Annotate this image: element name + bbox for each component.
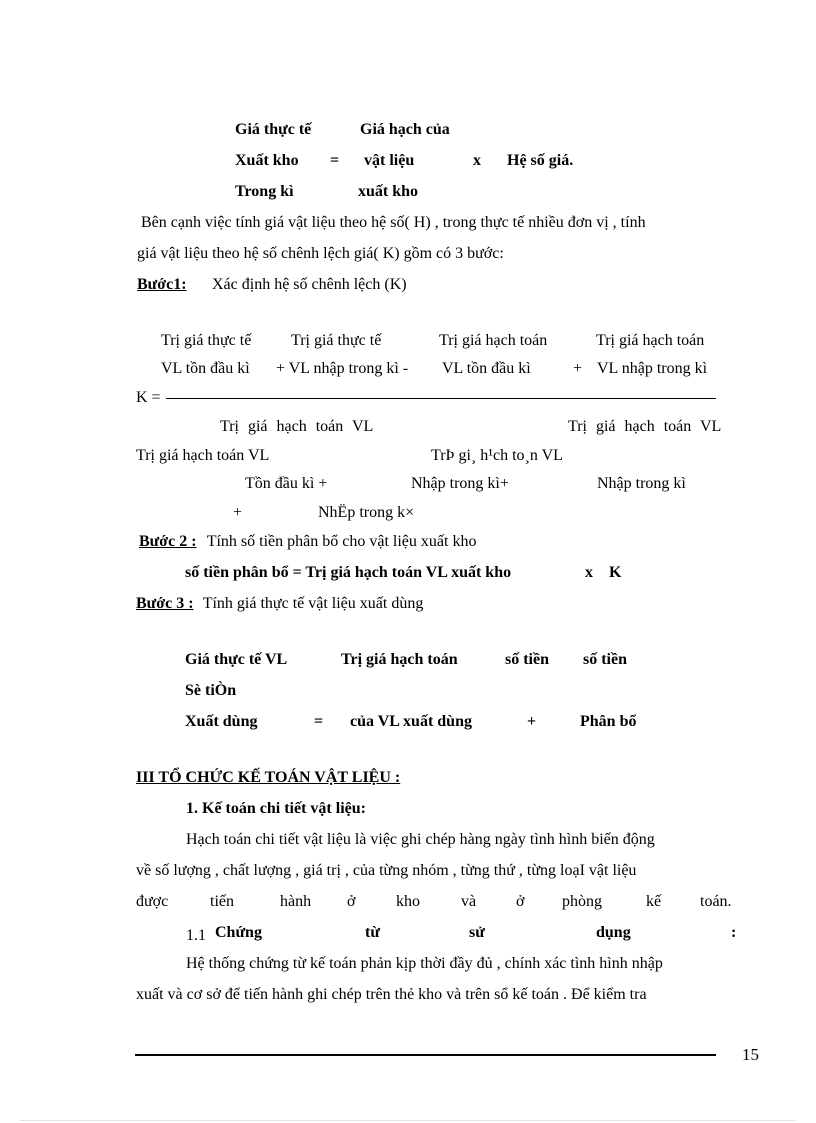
justified-word: phòng xyxy=(562,893,602,910)
k-denominator-term: Tồn đầu kì + xyxy=(245,475,328,492)
paragraph-line: giá vật liệu theo hệ số chênh lệch giá( K) gồm có 3 bước: xyxy=(137,245,504,262)
k-numerator-term: Trị giá thực tế xyxy=(291,332,382,349)
k-label: K = xyxy=(136,389,161,406)
formula1-label: Xuất kho xyxy=(235,152,299,169)
k-operator: + xyxy=(233,504,243,521)
subsection-word: từ xyxy=(365,924,380,941)
formula1-label: Giá hạch của xyxy=(360,121,450,138)
justified-word: ở xyxy=(516,893,525,910)
justified-word: kế xyxy=(646,893,662,910)
k-operator: + xyxy=(573,360,583,377)
subsection-word: : xyxy=(731,924,737,941)
justified-word: kho xyxy=(396,893,420,910)
formula1-label: vật liệu xyxy=(364,152,415,169)
subsection-word: dụng xyxy=(596,924,631,941)
k-denominator-term: Trị giá hạch toán VL xyxy=(220,418,374,435)
k-numerator-term: VL tồn đầu kì xyxy=(161,360,250,377)
justified-word: ở xyxy=(347,893,356,910)
formula3-operator: = xyxy=(314,713,324,730)
step2-formula: số tiền phân bổ = Trị giá hạch toán VL xuất kho xyxy=(185,564,512,581)
justified-word: được xyxy=(136,893,169,910)
formula3-label: Sè tiÒn xyxy=(185,682,237,699)
subsection-word: Chứng xyxy=(215,924,262,941)
formula1-operator: = xyxy=(330,152,340,169)
page-edge-dotted-line xyxy=(20,1120,796,1121)
k-numerator-term: VL nhập trong kì xyxy=(597,360,708,377)
k-numerator-term: + VL nhập trong kì - xyxy=(276,360,409,377)
step1-label: Bước1: xyxy=(137,276,187,293)
k-denominator-term: Trị giá hạch toán VL xyxy=(568,418,722,435)
formula3-label: số tiền xyxy=(505,651,549,668)
k-numerator-term: Trị giá hạch toán xyxy=(596,332,705,349)
step1-text: Xác định hệ số chênh lệch (K) xyxy=(212,276,407,293)
k-numerator-term: Trị giá hạch toán xyxy=(439,332,548,349)
justified-word: tiến xyxy=(210,893,234,910)
formula3-label: số tiền xyxy=(583,651,627,668)
paragraph-line: về số lượng , chất lượng , giá trị , của từng nhóm , từng thứ , từng loạI vật liệu xyxy=(136,862,637,879)
section-heading: III TỔ CHỨC KẾ TOÁN VẬT LIỆU : xyxy=(136,769,401,786)
subsection-number: 1.1 xyxy=(186,927,206,944)
formula1-label: Giá thực tế xyxy=(235,121,312,138)
formula1-label: xuất kho xyxy=(358,183,419,200)
step3-label: Bước 3 : xyxy=(136,595,194,612)
paragraph-line: Hệ thống chứng từ kế toán phản kịp thời đầy đủ , chính xác tình hình nhập xyxy=(186,955,663,972)
step2-text: Tính số tiền phân bổ cho vật liệu xuất kho xyxy=(203,533,477,550)
formula3-label: Phân bổ xyxy=(580,713,637,730)
formula3-operator: + xyxy=(527,713,537,730)
formula1-operator: x xyxy=(473,152,481,169)
k-numerator-term: Trị giá thực tế xyxy=(161,332,252,349)
k-numerator-term: VL tồn đầu kì xyxy=(442,360,531,377)
justified-word: toán. xyxy=(700,893,732,910)
paragraph-line: Hạch toán chi tiết vật liệu là việc ghi chép hàng ngày tình hình biến động xyxy=(186,831,655,848)
k-denominator-term: Nhập trong kì+ xyxy=(411,475,509,492)
formula1-label: Trong kì xyxy=(235,183,294,200)
subsection-word: sử xyxy=(469,924,485,941)
formula3-label: Xuất dùng xyxy=(185,713,258,730)
paragraph-line: Bên cạnh việc tính giá vật liệu theo hệ số( H) , trong thực tế nhiều đơn vị , tính xyxy=(137,214,646,231)
step2-label: Bước 2 : xyxy=(139,533,197,550)
k-denominator-term: Trị giá hạch toán VL xyxy=(136,447,270,464)
k-denominator-term: TrÞ gi¸ h¹ch to¸n VL xyxy=(431,447,563,464)
step3-text: Tính giá thực tế vật liệu xuất dùng xyxy=(199,595,424,612)
footer-rule xyxy=(135,1054,716,1056)
justified-word: hành xyxy=(280,893,312,910)
subsection-heading: 1. Kế toán chi tiết vật liệu: xyxy=(186,800,366,817)
step2-k: K xyxy=(609,564,622,581)
formula3-label: Giá thực tế VL xyxy=(185,651,288,668)
formula1-label: Hệ số giá. xyxy=(507,152,574,169)
formula3-label: của VL xuất dùng xyxy=(350,713,472,730)
justified-word: và xyxy=(461,893,477,910)
formula3-label: Trị giá hạch toán xyxy=(341,651,458,668)
k-denominator-term: Nhập trong kì xyxy=(597,475,686,492)
k-denominator-term: NhËp trong k× xyxy=(318,504,415,521)
paragraph-line: xuất và cơ sở để tiến hành ghi chép trên thẻ kho và trên sổ kế toán . Để kiểm tra xyxy=(136,986,647,1003)
page-number: 15 xyxy=(742,1045,759,1064)
step2-operator: x xyxy=(585,564,593,581)
fraction-line xyxy=(166,398,716,399)
